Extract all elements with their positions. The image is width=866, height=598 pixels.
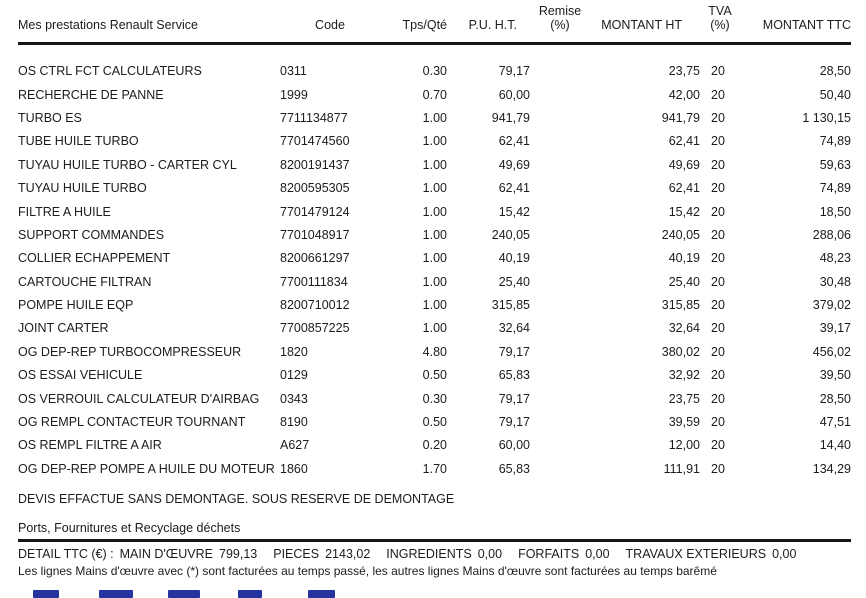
cell-ttc: 18,50 — [819, 204, 851, 219]
table-row — [18, 200, 851, 223]
cell-label: TURBO ES — [18, 110, 82, 125]
cell-remise — [530, 340, 590, 363]
cell-ht: 42,00 — [668, 87, 700, 102]
cell-puht: 79,17 — [498, 344, 530, 359]
table-row — [18, 387, 851, 410]
cell-tva: 20 — [711, 227, 725, 242]
table-row — [18, 410, 851, 433]
cell-puht: 40,19 — [498, 251, 530, 266]
cell-ttc: 28,50 — [819, 391, 851, 406]
table-row — [18, 223, 851, 246]
cell-puht: 65,83 — [498, 368, 530, 383]
column-header-label — [18, 0, 280, 44]
cell-qty: 0.70 — [422, 87, 447, 102]
cell-qty: 0.30 — [422, 64, 447, 79]
ttc-detail-item-label: TRAVAUX EXTERIEURS — [625, 546, 767, 561]
ttc-detail-item-value: 0,00 — [477, 546, 503, 561]
cell-label: POMPE HUILE EQP — [18, 298, 134, 313]
cell-tva: 20 — [711, 438, 725, 453]
cell-remise — [530, 176, 590, 199]
cell-ht: 111,91 — [663, 461, 700, 476]
cell-qty: 0.50 — [422, 368, 447, 383]
cell-label: OS VERROUIL CALCULATEUR D'AIRBAG — [18, 391, 260, 406]
cell-ht: 15,42 — [668, 204, 700, 219]
cell-puht: 60,00 — [498, 87, 530, 102]
ttc-detail-item — [626, 547, 797, 561]
ttc-detail-item — [273, 547, 370, 561]
cell-ttc: 134,29 — [812, 461, 851, 476]
cell-label: OS REMPL FILTRE A AIR — [18, 438, 162, 453]
column-header-line2: MONTANT TTC — [762, 18, 851, 32]
cell-qty: 4.80 — [422, 344, 447, 359]
cell-ht: 23,75 — [668, 64, 700, 79]
ttc-detail-item-value: 799,13 — [219, 546, 258, 561]
cell-code: 1860 — [280, 461, 308, 476]
table-row — [18, 340, 851, 363]
cell-tva: 20 — [711, 157, 725, 172]
ttc-detail-item — [386, 547, 502, 561]
cell-remise — [530, 364, 590, 387]
cell-label: OG REMPL CONTACTEUR TOURNANT — [18, 415, 246, 430]
cell-label: COLLIER ECHAPPEMENT — [18, 251, 171, 266]
table-row — [18, 153, 851, 176]
cell-puht: 62,41 — [498, 181, 530, 196]
cell-remise — [530, 60, 590, 83]
cell-ht: 62,41 — [668, 181, 700, 196]
cell-label: SUPPORT COMMANDES — [18, 227, 165, 242]
ttc-detail-item — [120, 547, 258, 561]
cell-remise — [530, 317, 590, 340]
table-row — [18, 364, 851, 387]
column-header-line2: MONTANT HT — [601, 18, 682, 32]
cell-puht: 49,69 — [498, 157, 530, 172]
table-header-row — [18, 0, 851, 44]
cell-remise — [530, 457, 590, 480]
cell-label: RECHERCHE DE PANNE — [18, 87, 164, 102]
cell-tva: 20 — [711, 391, 725, 406]
cell-qty: 1.00 — [422, 204, 447, 219]
cell-ht: 380,02 — [661, 344, 700, 359]
redaction-box — [33, 590, 59, 598]
cell-tva: 20 — [711, 321, 725, 336]
cell-code: 0343 — [280, 391, 308, 406]
cell-code: A627 — [280, 438, 310, 453]
table-row — [18, 176, 851, 199]
cell-remise — [530, 247, 590, 270]
ttc-detail-item-label: INGREDIENTS — [386, 546, 472, 561]
cell-tva: 20 — [711, 274, 725, 289]
table-row — [18, 60, 851, 83]
cell-ht: 32,92 — [668, 368, 700, 383]
cell-label: FILTRE A HUILE — [18, 204, 111, 219]
cell-ttc: 14,40 — [819, 438, 851, 453]
cell-label: OG DEP-REP TURBOCOMPRESSEUR — [18, 344, 242, 359]
column-header-code — [280, 0, 380, 44]
cell-ht: 23,75 — [668, 391, 700, 406]
cell-tva: 20 — [711, 181, 725, 196]
cell-ttc: 74,89 — [819, 181, 851, 196]
cell-qty: 1.00 — [422, 298, 447, 313]
cell-label: OS ESSAI VEHICULE — [18, 368, 143, 383]
cell-remise — [530, 223, 590, 246]
table-note-row — [18, 510, 851, 541]
cell-code: 0311 — [280, 64, 307, 79]
cell-remise — [530, 200, 590, 223]
cell-label: TUYAU HUILE TURBO — [18, 181, 147, 196]
cell-remise — [530, 106, 590, 129]
table-row — [18, 83, 851, 106]
cell-tva: 20 — [711, 461, 725, 476]
cell-ht: 62,41 — [668, 134, 700, 149]
cell-ttc: 50,40 — [819, 87, 851, 102]
cell-qty: 1.70 — [422, 461, 447, 476]
ttc-detail-items — [120, 547, 813, 561]
cell-qty: 1.00 — [422, 274, 447, 289]
cell-qty: 1.00 — [422, 110, 447, 125]
cell-tva: 20 — [711, 64, 725, 79]
column-header-ttc — [740, 0, 851, 44]
cell-code: 7700111834 — [280, 274, 348, 289]
cell-ttc: 39,50 — [819, 368, 851, 383]
cell-ht: 240,05 — [661, 227, 700, 242]
cell-code: 7701479124 — [280, 204, 350, 219]
column-header-line1: TVA — [708, 4, 732, 18]
cell-code: 1999 — [280, 87, 308, 102]
cell-ttc: 47,51 — [819, 415, 851, 430]
cell-remise — [530, 130, 590, 153]
cell-puht: 60,00 — [498, 438, 530, 453]
cell-remise — [530, 153, 590, 176]
cell-puht: 79,17 — [498, 391, 530, 406]
cell-label: CARTOUCHE FILTRAN — [18, 274, 152, 289]
column-header-tva — [700, 0, 740, 44]
cell-qty: 1.00 — [422, 157, 447, 172]
table-row — [18, 457, 851, 480]
cell-puht: 25,40 — [498, 274, 530, 289]
prestations-table — [18, 0, 851, 542]
cell-code: 7701474560 — [280, 134, 350, 149]
cell-code: 7701048917 — [280, 227, 350, 242]
table-row — [18, 247, 851, 270]
cell-ht: 32,64 — [668, 321, 700, 336]
cell-ht: 941,79 — [661, 110, 700, 125]
cell-puht: 240,05 — [491, 227, 530, 242]
cell-qty: 1.00 — [422, 251, 447, 266]
cell-qty: 1.00 — [422, 181, 447, 196]
cell-code: 0129 — [280, 368, 308, 383]
cell-code: 7711134877 — [280, 110, 348, 125]
redaction-box — [99, 590, 133, 598]
cell-code: 8200661297 — [280, 251, 350, 266]
cell-puht: 62,41 — [498, 134, 530, 149]
cell-qty: 1.00 — [422, 227, 447, 242]
cell-ttc: 288,06 — [812, 227, 851, 242]
cell-qty: 0.20 — [422, 438, 447, 453]
column-header-line2: (%) — [550, 18, 570, 32]
ttc-detail-item-value: 2143,02 — [325, 546, 371, 561]
cell-ttc: 30,48 — [819, 274, 851, 289]
table-row — [18, 270, 851, 293]
table-note-row — [18, 481, 851, 510]
column-header-line2: Mes prestations Renault Service — [18, 18, 198, 32]
column-header-line2: Tps/Qté — [402, 18, 447, 32]
table-row — [18, 293, 851, 316]
column-header-line1: Remise — [538, 4, 582, 18]
table-body — [18, 44, 851, 541]
cell-qty: 1.00 — [422, 321, 447, 336]
cell-code: 8200595305 — [280, 181, 350, 196]
ttc-detail-item — [518, 547, 609, 561]
cell-tva: 20 — [711, 134, 725, 149]
column-header-remise — [530, 0, 590, 44]
cell-tva: 20 — [711, 344, 725, 359]
cell-puht: 79,17 — [498, 64, 530, 79]
cell-qty: 0.50 — [422, 415, 447, 430]
cell-qty: 1.00 — [422, 134, 447, 149]
cell-ttc: 48,23 — [819, 251, 851, 266]
cell-ht: 12,00 — [668, 438, 700, 453]
cell-ttc: 59,63 — [819, 157, 851, 172]
cell-code: 8190 — [280, 415, 308, 430]
cell-qty: 0.30 — [422, 391, 447, 406]
cell-ht: 315,85 — [661, 298, 700, 313]
cell-ttc: 456,02 — [812, 344, 851, 359]
column-header-puht — [447, 0, 530, 44]
cell-ht: 39,59 — [668, 415, 700, 430]
cell-tva: 20 — [711, 204, 725, 219]
note-text: Ports, Fournitures et Recyclage déchets — [18, 520, 241, 535]
cell-code: 7700857225 — [280, 321, 350, 336]
ttc-detail-item-value: 0,00 — [772, 546, 797, 561]
ttc-detail-item-label: MAIN D'ŒUVRE — [119, 546, 213, 561]
note-text: DEVIS EFFACTUE SANS DEMONTAGE. SOUS RESERVE DE DEMONTAGE — [18, 491, 455, 506]
ttc-detail-line — [18, 547, 851, 562]
column-header-ht — [590, 0, 700, 44]
cell-ttc: 1 130,15 — [802, 110, 851, 125]
cell-tva: 20 — [711, 298, 725, 313]
cell-puht: 32,64 — [498, 321, 530, 336]
cell-tva: 20 — [711, 415, 725, 430]
cell-remise — [530, 387, 590, 410]
cell-tva: 20 — [711, 87, 725, 102]
cell-puht: 15,42 — [498, 204, 530, 219]
column-header-qty — [380, 0, 447, 44]
cell-ttc: 39,17 — [819, 321, 851, 336]
cell-tva: 20 — [711, 110, 725, 125]
table-row — [18, 317, 851, 340]
cell-label: OG DEP-REP POMPE A HUILE DU MOTEUR — [18, 461, 275, 476]
cell-label: TUBE HUILE TURBO — [18, 134, 139, 149]
cell-code: 8200710012 — [280, 298, 350, 313]
table-row — [18, 130, 851, 153]
cell-ttc: 28,50 — [819, 64, 851, 79]
cell-puht: 65,83 — [498, 461, 530, 476]
cell-tva: 20 — [711, 251, 725, 266]
ttc-detail-item-label: FORFAITS — [518, 546, 580, 561]
column-header-line2: Code — [315, 18, 345, 32]
cell-remise — [530, 293, 590, 316]
cell-ttc: 74,89 — [819, 134, 851, 149]
cell-remise — [530, 270, 590, 293]
cell-code: 1820 — [280, 344, 308, 359]
cell-remise — [530, 410, 590, 433]
cell-puht: 79,17 — [498, 415, 530, 430]
cell-tva: 20 — [711, 368, 725, 383]
ttc-detail-item-value: 0,00 — [585, 546, 610, 561]
redaction-box — [168, 590, 200, 598]
cell-puht: 941,79 — [491, 110, 530, 125]
totals-footer — [18, 547, 851, 579]
cell-label: OS CTRL FCT CALCULATEURS — [18, 64, 202, 79]
column-header-line2: (%) — [710, 18, 730, 32]
cell-ttc: 379,02 — [812, 298, 851, 313]
column-header-line2: P.U. H.T. — [468, 18, 517, 32]
redaction-box — [238, 590, 262, 598]
cell-puht: 315,85 — [491, 298, 530, 313]
cell-remise — [530, 434, 590, 457]
ttc-detail-item-label: PIECES — [273, 546, 320, 561]
cell-ht: 49,69 — [668, 157, 700, 172]
ttc-detail-label: DETAIL TTC (€) : — [18, 546, 114, 561]
table-row — [18, 106, 851, 129]
cell-label: JOINT CARTER — [18, 321, 109, 336]
cell-ht: 40,19 — [668, 251, 700, 266]
table-row — [18, 434, 851, 457]
legal-note: Les lignes Mains d'œuvre avec (*) sont facturées au temps passé, les autres lignes Mains d'œuvre sont facturées au temps barêmé — [18, 563, 717, 578]
cell-ht: 25,40 — [668, 274, 700, 289]
cell-label: TUYAU HUILE TURBO - CARTER CYL — [18, 157, 237, 172]
redaction-box — [308, 590, 335, 598]
cell-remise — [530, 83, 590, 106]
cell-code: 8200191437 — [280, 157, 350, 172]
